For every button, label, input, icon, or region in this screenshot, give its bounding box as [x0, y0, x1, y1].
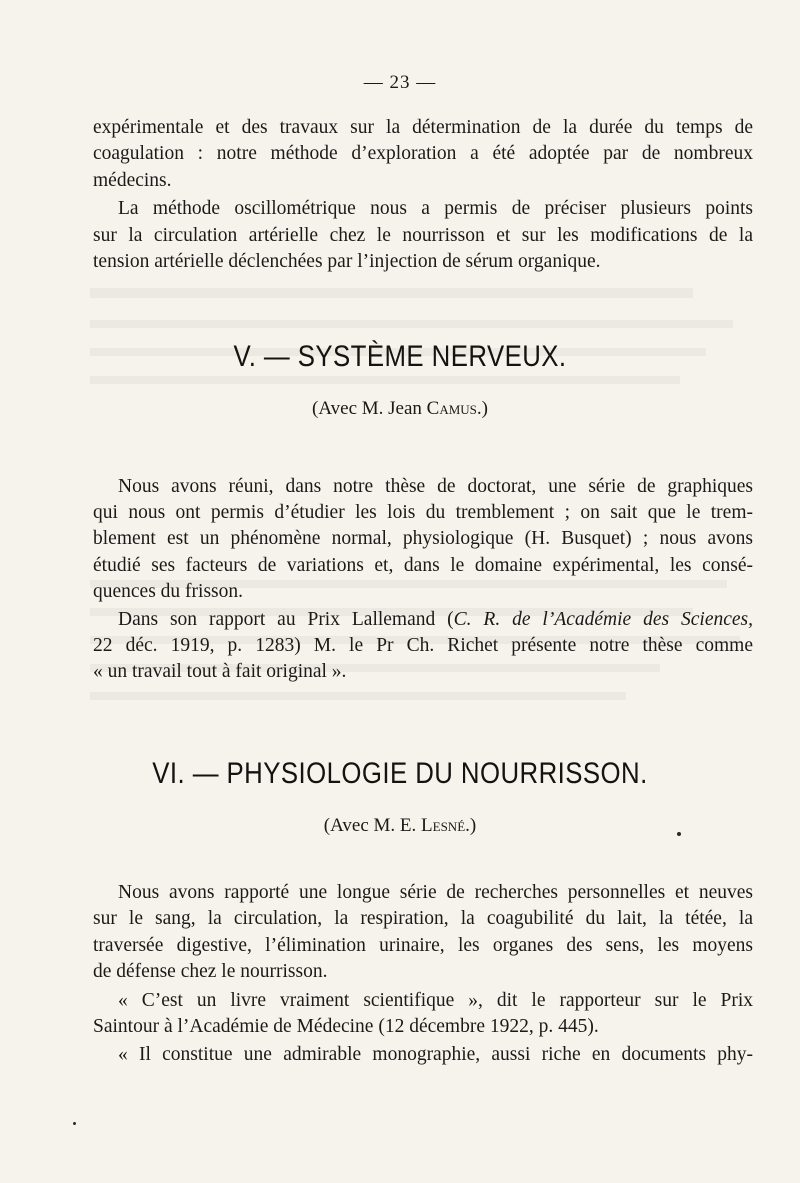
text-line: tension artérielle déclenchées par l’injection de sérum organique. — [93, 251, 601, 273]
text-line — [93, 607, 753, 633]
text-line: blement est un phénomène normal, physiologique (H. Busquet) ; nous avons — [93, 528, 753, 550]
collab-name: Camus — [426, 398, 477, 419]
collab-name: Lesné — [421, 815, 466, 836]
ink-speck — [677, 832, 681, 836]
section6-body — [93, 880, 753, 1069]
text-line: Saintour à l’Académie de Médecine (12 décembre 1922, p. 445). — [93, 1016, 599, 1038]
text-line: qui nous ont permis d’étudier les lois du tremblement ; on sait que le trem- — [93, 502, 753, 524]
oscillometry-paragraph — [93, 196, 753, 275]
text-line: La méthode oscillométrique nous a permis de préciser plusieurs points — [118, 198, 753, 220]
section5-body — [93, 474, 753, 686]
text-line: de défense chez le nourrisson. — [93, 961, 328, 983]
text-line: médecins. — [93, 169, 172, 191]
monographie-paragraph — [93, 1042, 753, 1068]
text-line: traversée digestive, l’élimination urinaire, les organes des sens, les moyens — [93, 934, 753, 956]
section-heading-physiologie-nourrisson: VI. — PHYSIOLOGIE DU NOURRISSON. — [152, 757, 648, 790]
text-line: sur la circulation artérielle chez le nourrisson et sur les modifications de la — [93, 224, 753, 246]
nourrisson-paragraph — [93, 880, 753, 986]
ink-speck — [73, 1122, 76, 1125]
text-line: « un travail tout à fait original ». — [93, 661, 347, 683]
section-heading-systeme-nerveux: V. — SYSTÈME NERVEUX. — [233, 340, 567, 373]
saintour-paragraph — [93, 988, 753, 1041]
collab-suffix: .) — [465, 815, 477, 836]
text-line: 22 déc. 1919, p. 1283) M. le Pr Ch. Richet présente notre thèse comme — [93, 635, 753, 657]
section5-collaborator — [0, 398, 800, 420]
text-line: « C’est un livre vraiment scientifique », dit le rapporteur sur le Prix — [118, 989, 753, 1011]
tremblement-paragraph — [93, 474, 753, 605]
intro-paragraph — [93, 115, 753, 194]
text-line: coagulation : notre méthode d’exploration a été adoptée par de nombreux — [93, 143, 753, 165]
collab-prefix: (Avec M. Jean — [312, 398, 427, 419]
text-line: sur le sang, la circulation, la respiration, la coagubilité du lait, la tétée, la — [93, 908, 753, 930]
collab-suffix: .) — [476, 398, 488, 419]
text-line: étudié ses facteurs de variations et, dans le domaine expérimental, les consé- — [93, 554, 753, 576]
page-number: — 23 — — [363, 72, 437, 93]
text-line: Nous avons réuni, dans notre thèse de doctorat, une série de graphiques — [118, 476, 753, 497]
citation-text: Dans son rapport au Prix Lallemand ( — [118, 609, 454, 631]
collab-prefix: (Avec M. E. — [323, 815, 422, 836]
text-line: expérimentale et des travaux sur la détermination de la durée du temps de — [93, 117, 753, 138]
text-line: « Il constitue une admirable monographie, aussi riche en documents phy- — [118, 1044, 753, 1066]
lallemand-paragraph — [93, 607, 753, 686]
intro-text — [93, 115, 753, 275]
text-line: Nous avons rapporté une longue série de recherches personnelles et neuves — [118, 882, 753, 903]
text-line: quences du frisson. — [93, 580, 244, 602]
citation-italic: C. R. de l’Académie des Sciences, — [453, 609, 754, 631]
